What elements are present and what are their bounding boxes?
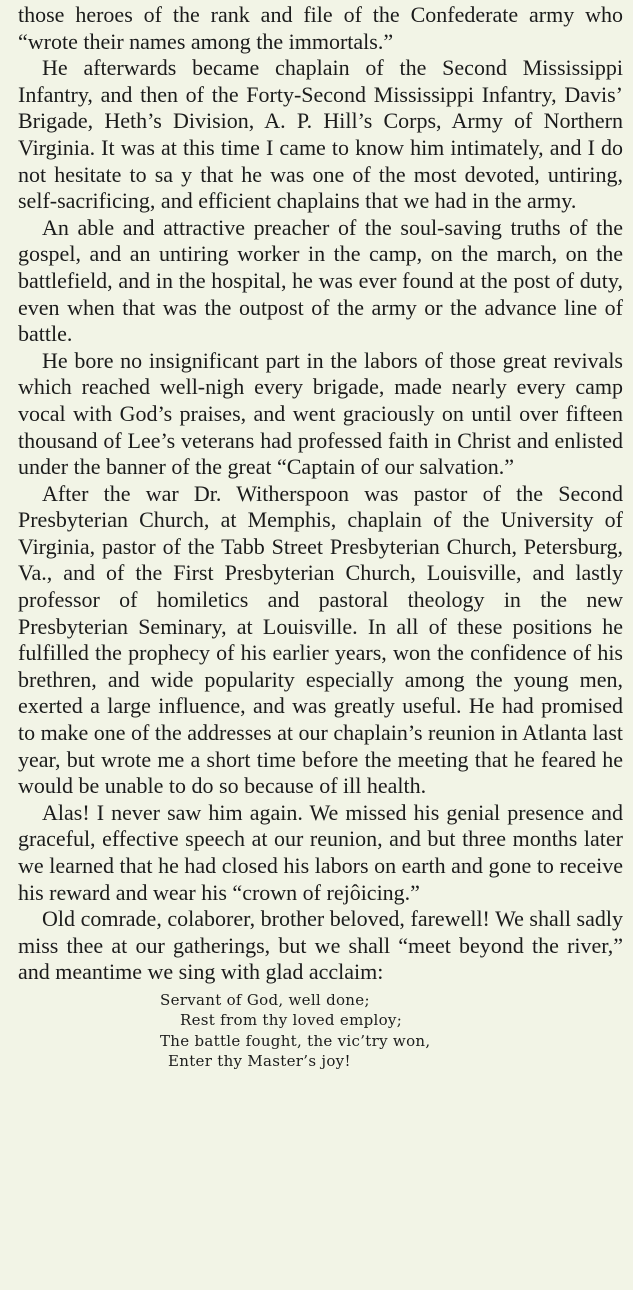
paragraph-alas: Alas! I never saw him again. We missed his genial presence and graceful, effective speech at our reunion, and but three months later we learned that he had closed his labors on earth and gone to receive his reward and wear his “crown of rejôicing.” [18,799,623,905]
poem-line: Rest from thy loved employ; [180,1011,403,1030]
poem-verse [18,990,623,1072]
paragraph-preacher: An able and attractive preacher of the soul-saving truths of the gospel, and an untiring worker in the camp, on the march, on the battlefield, and in the hospital, he was ever found at the post of duty, even when that was the outpost of the army or the advance line of battle. [18,214,623,347]
paragraph-continued: those heroes of the rank and file of the Confederate army who “wrote their names among the immortals.” [18,2,623,54]
paragraph-after-war: After the war Dr. Witherspoon was pastor of the Second Presbyterian Church, at Memphis, chaplain of the University of Virginia, pastor of the Tabb Street Presbyterian Church, Petersburg, Va., and of the First Presbyterian Church, Louisville, and lastly professor of homiletics and pastoral theology in the new Presbyterian Seminary, at Louisville. In all of these positions he fulfilled the prophecy of his earlier years, won the confidence of his brethren, and wide popularity especially among the young men, exerted a large influence, and was greatly useful. He had promised to make one of the addresses at our chaplain’s reunion in Atlanta last year, but wrote me a short time before the meeting that he feared he would be unable to do so because of ill health. [18,480,623,799]
poem-line: Servant of God, well done; [160,990,370,1009]
poem-line: Enter thy Master’s joy! [168,1052,351,1071]
paragraph-revivals: He bore no insignificant part in the labors of those great revivals which reached well-nigh every brigade, made nearly every camp vocal with God’s praises, and went graciously on until over fifteen thousand of Lee’s veterans had professed faith in Christ and enlisted under the banner of the great “Captain of our salvation.” [18,347,623,480]
paragraph-farewell: Old comrade, colaborer, brother beloved, farewell! We shall sadly miss thee at our gatherings, but we shall “meet beyond the river,” and meantime we sing with glad acclaim: [18,906,623,985]
paragraph-chaplaincy: He afterwards became chaplain of the Second Mississippi Infantry, and then of the Forty-Second Mississippi Infantry, Davis’ Brigade, Heth’s Division, A. P. Hill’s Corps, Army of Northern Virginia. It was at this time I came to know him intimately, and I do not hesitate to sa y that he was one of the most devoted, untiring, self-sacrificing, and efficient chaplains that we had in the army. [18,55,623,214]
poem-line: The battle fought, the vic’try won, [160,1031,431,1050]
